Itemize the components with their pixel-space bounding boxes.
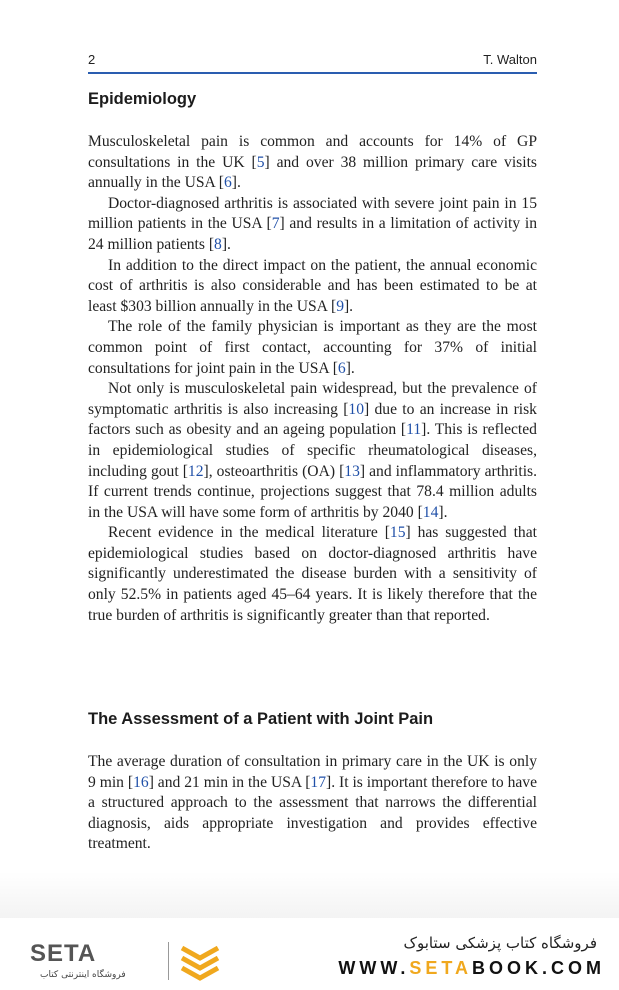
text-run: Doctor-diagnosed arthritis is associated with severe joint pain in 15 million patients in the USA [ — [88, 194, 537, 233]
citation-link[interactable]: 13 — [344, 462, 360, 480]
text-run: Recent evidence in the medical literature [ — [108, 524, 390, 542]
site-prefix: WWW. — [338, 958, 410, 978]
book-stack-icon — [178, 938, 222, 982]
citation-link[interactable]: 9 — [336, 297, 344, 315]
citation-link[interactable]: 8 — [214, 235, 222, 253]
section-heading-epidemiology: Epidemiology — [88, 90, 197, 108]
store-website-link[interactable] — [338, 958, 605, 979]
paragraph — [88, 132, 537, 194]
citation-link[interactable]: 11 — [406, 421, 422, 439]
paragraph — [88, 379, 537, 523]
text-run: ]. — [438, 503, 448, 521]
text-run: ] and results in a limitation of activity in 24 million patients [ — [88, 215, 537, 253]
citation-link[interactable]: 12 — [187, 462, 204, 480]
section-body-assessment — [88, 752, 537, 855]
text-run: The role of the family physician is important as they are the most common point of first contact, accounting for 37% of initial consultations for joint pain in the USA [ — [88, 318, 537, 377]
site-suffix: BOOK.COM — [472, 958, 605, 978]
text-run: Not only is musculoskeletal pain widespread, but the prevalence of symptomatic arthritis is also increasing [ — [88, 380, 537, 418]
text-run: Musculoskeletal pain is common and accounts for 14% of GP consultations in the UK [ — [88, 133, 537, 171]
text-run: The average duration of consultation in primary care in the UK is only 9 min [ — [88, 753, 537, 791]
section-body-epidemiology — [88, 132, 537, 626]
text-run: ] and inflammatory arthritis. If current trends continue, projections suggest that 78.4 million adults in the USA will have some form of arthritis by 2040 [ — [88, 462, 537, 521]
header-rule — [88, 72, 537, 74]
citation-link[interactable]: 14 — [422, 503, 439, 521]
logo-divider — [168, 942, 169, 980]
paragraph — [88, 256, 537, 318]
paragraph — [88, 752, 537, 855]
citation-link[interactable]: 7 — [271, 215, 280, 233]
running-header — [88, 50, 537, 72]
store-title: فروشگاه کتاب پزشکی ستابوک — [403, 934, 597, 952]
paragraph — [88, 523, 537, 626]
seta-logo-tagline: فروشگاه اینترنتی کتاب — [40, 970, 126, 980]
section-heading-assessment: The Assessment of a Patient with Joint Pain — [88, 710, 434, 728]
citation-link[interactable]: 16 — [133, 773, 149, 791]
text-run: ] and over 38 million primary care visits annually in the USA [ — [88, 153, 537, 192]
citation-link[interactable]: 6 — [224, 174, 232, 192]
page-number: 2 — [88, 52, 96, 67]
text-run: ]. — [345, 359, 355, 377]
citation-link[interactable]: 6 — [337, 359, 346, 377]
paragraph — [88, 194, 537, 256]
running-author: T. Walton — [483, 52, 537, 67]
text-run: In addition to the direct impact on the patient, the annual economic cost of arthritis is also considerable and has been estimated to be at least $303 billion annually in the USA [ — [88, 256, 537, 315]
citation-link[interactable]: 5 — [256, 153, 265, 171]
text-run: ]. This is reflected in epidemiological studies of specific rheumatological diseases, including gout [ — [88, 421, 537, 480]
text-run: ]. — [343, 297, 354, 315]
text-run: ] and 21 min in the USA [ — [148, 773, 311, 791]
citation-link[interactable]: 15 — [389, 524, 406, 542]
text-run: ] has suggested that epidemiological studies based on doctor-diagnosed arthritis have significantly underestimated the disease burden with a sensitivity of only 52.5% in patients aged 45–64 years. It is likely therefore that the true burden of arthritis is significantly greater than that reported. — [88, 524, 537, 624]
citation-link[interactable]: 10 — [348, 400, 364, 418]
text-run: ]. It is important therefore to have a structured approach to the assessment that narrows the differential diagnosis, aids appropriate investigation and provides effective treatment. — [88, 773, 538, 853]
seta-logo: SETA — [30, 940, 97, 967]
paragraph — [88, 317, 537, 379]
text-run: ]. — [231, 174, 241, 192]
text-run: ], osteoarthritis (OA) [ — [203, 462, 345, 480]
site-highlight: SETA — [409, 958, 472, 978]
text-run: ] due to an increase in risk factors such as obesity and an ageing population [ — [88, 400, 537, 439]
citation-link[interactable]: 17 — [310, 773, 326, 791]
text-run: ]. — [221, 235, 231, 253]
